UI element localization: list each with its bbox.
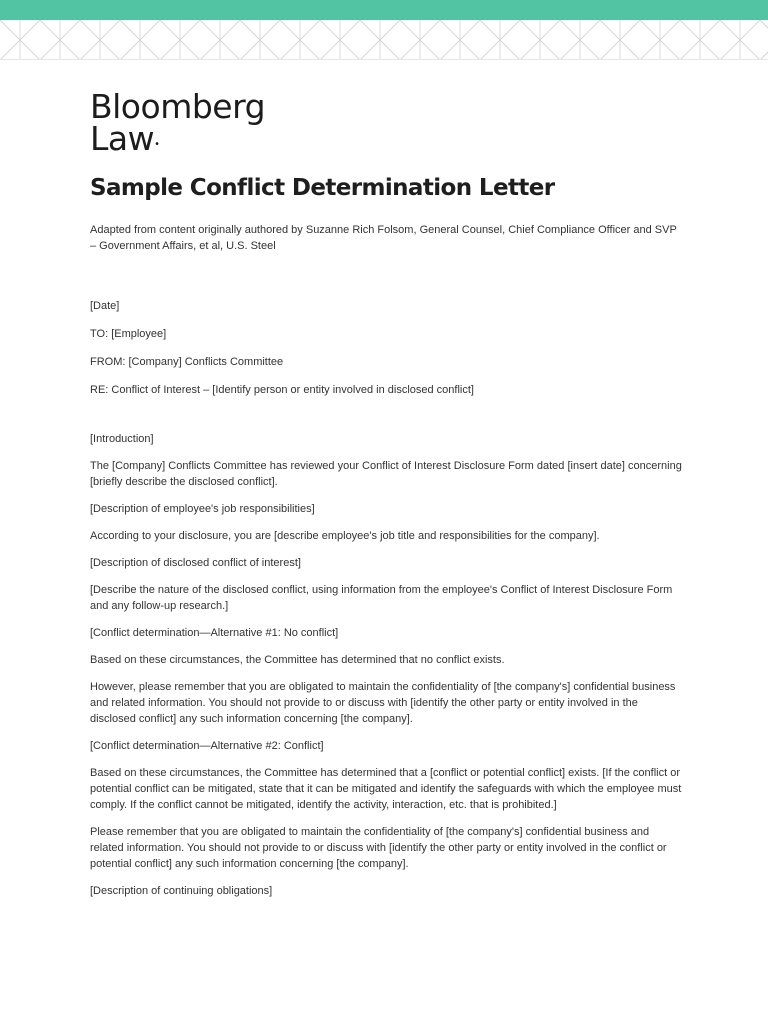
logo-mark: • [154,139,160,150]
section-heading: [Introduction] [90,433,154,445]
paragraph: According to your disclosure, you are [describe employee's job title and responsibilities for the company]. [90,530,600,542]
to-field: TO: [Employee] [90,328,167,340]
attribution-text: Adapted from content originally authored by Suzanne Rich Folsom, General Counsel, Chief Compliance Officer and SVP – Government Affairs, et al, U.S. Steel [90,224,677,252]
re-field: RE: Conflict of Interest – [Identify person or entity involved in disclosed conflict] [90,384,474,396]
paragraph: [Describe the nature of the disclosed conflict, using information from the employee's Conflict of Interest Disclosure Form and any follow-up research.] [90,584,673,612]
letter-header [90,298,682,398]
section-heading: [Conflict determination—Alternative #2: Conflict] [90,740,324,752]
from-field: FROM: [Company] Conflicts Committee [90,356,284,368]
logo-line2: Law [90,119,155,158]
logo-line1: Bloomberg [90,87,266,126]
paragraph: However, please remember that you are obligated to maintain the confidentiality of [the company's] confidential business and related information. You should not provide to or discuss with [identify the other party or entity involved in the disclosed conflict] any such information concerning [the company]. [90,681,676,725]
section-heading: [Description of employee's job responsibilities] [90,503,315,515]
paragraph: Based on these circumstances, the Committee has determined that a [conflict or potential conflict] exists. [If the conflict or potential conflict can be mitigated, state that it can be mitigated and identify the safeguards with which the employee must comply. If the conflict cannot be mitigated, identify the activity, interaction, etc. that is prohibited.] [90,767,682,811]
top-accent-bar [0,0,768,20]
letter-body [90,431,682,899]
document-content [90,222,682,910]
section-heading: [Conflict determination—Alternative #1: No conflict] [90,627,339,639]
date-field: [Date] [90,300,120,312]
header-pattern [0,20,768,60]
paragraph: Please remember that you are obligated to maintain the confidentiality of [the company's] confidential business and related information. You should not provide to or discuss with [identify the other party or entity involved in the conflict or potential conflict] any such information concerning [the company]. [90,826,667,870]
paragraph: Based on these circumstances, the Committee has determined that no conflict exists. [90,654,505,666]
section-heading: [Description of continuing obligations] [90,885,273,897]
bloomberg-law-logo [90,87,266,158]
section-heading: [Description of disclosed conflict of interest] [90,557,301,569]
paragraph: The [Company] Conflicts Committee has reviewed your Conflict of Interest Disclosure Form dated [insert date] concerning [briefly describe the disclosed conflict]. [90,460,682,488]
document-title: Sample Conflict Determination Letter [90,175,555,201]
